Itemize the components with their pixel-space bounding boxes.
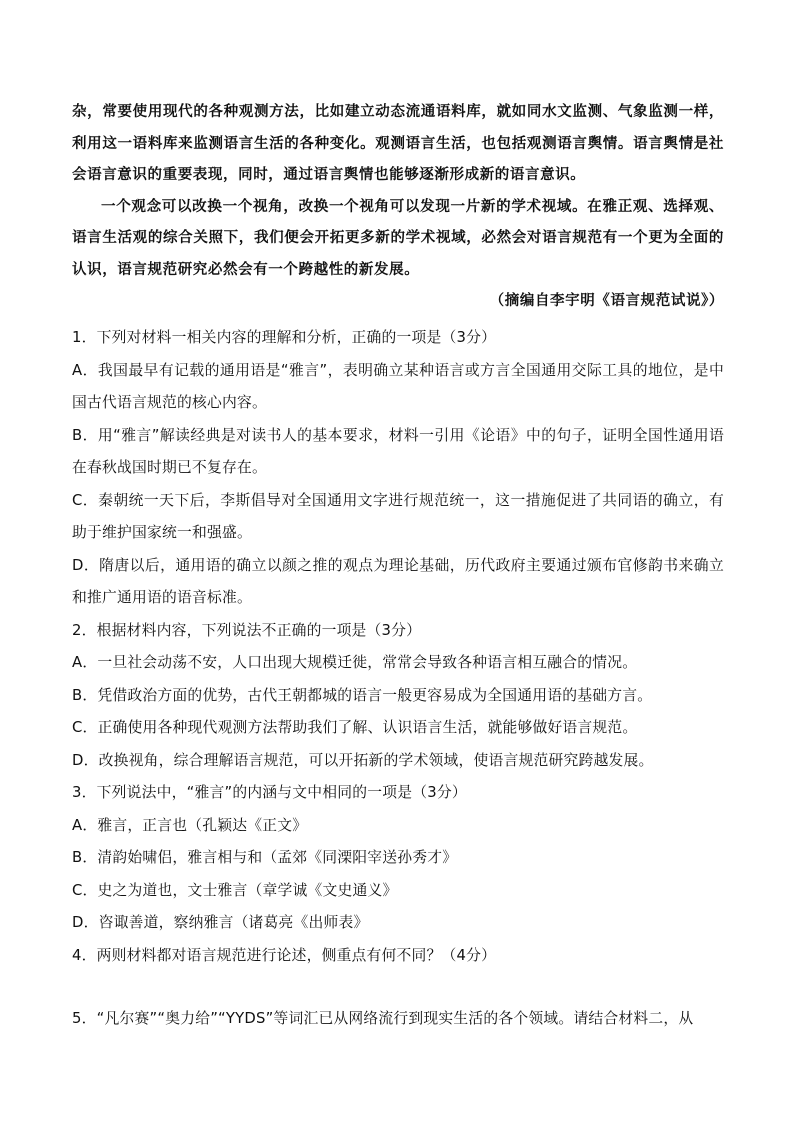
reading-passage <box>72 96 724 317</box>
question-2-option-c: C．正确使用各种现代观测方法帮助我们了解、认识语言生活，就能够做好语言规范。 <box>72 719 638 736</box>
question-2-stem: 2．根据材料内容，下列说法不正确的一项是（3分） <box>72 621 422 639</box>
question-3-stem: 3．下列说法中，“雅言”的内涵与文中相同的一项是（3分） <box>72 784 467 801</box>
question-2-option-b: B．凭借政治方面的优势，古代王朝都城的语言一般更容易成为全国通用语的基础方言。 <box>72 686 653 704</box>
question-1-option-c: C．秦朝统一天下后，李斯倡导对全国通用文字进行规范统一，这一措施促进了共同语的确立，有助于维护国家统一和强盛。 <box>72 491 724 541</box>
question-3-option-a: A．雅言，正言也（孔颖达《正文》 <box>72 816 308 834</box>
question-1-option-d: D．隋唐以后，通用语的确立以颜之推的观点为理论基础，历代政府主要通过颁布官修韵书来确立和推广通用语的语音标准。 <box>72 556 724 606</box>
answer-space <box>72 972 724 1003</box>
question-list <box>72 322 724 1036</box>
question-4-stem: 4．两则材料都对语言规范进行论述，侧重点有何不同？（4分） <box>72 946 497 964</box>
question-2-option-d: D．改换视角，综合理解语言规范，可以开拓新的学术领域，使语言规范研究跨越发展。 <box>72 751 654 769</box>
question-3-option-d: D．咨诹善道，察纳雅言（诸葛亮《出师表》 <box>72 914 369 931</box>
passage-paragraph-1: 杂，常要使用现代的各种观测方法，比如建立动态流通语料库，就如同水文监测、气象监测一样，利用这一语料库来监测语言生活的各种变化。观测语言生活，也包括观测语言舆情。语言舆情是社会语言意识的重要表现，同时，通过语言舆情也能够逐渐形成新的语言意识。 <box>72 103 724 183</box>
question-1-stem: 1．下列对材料一相关内容的理解和分析，正确的一项是（3分） <box>72 329 497 346</box>
question-5-stem: 5．“凡尔赛”“奥力给”“YYDS”等词汇已从网络流行到现实生活的各个领域。请结合材料二，从 <box>72 1010 694 1027</box>
passage-source: （摘编自李宇明《语言规范试说》） <box>489 292 724 309</box>
question-3-option-b: B．清韵始啸侣，雅言相与和（孟郊《同溧阳宰送孙秀才》 <box>72 849 458 866</box>
question-2-option-a: A．一旦社会动荡不安，人口出现大规模迁徙，常常会导致各种语言相互融合的情况。 <box>72 654 638 671</box>
question-1-option-a: A．我国最早有记载的通用语是“雅言”，表明确立某种语言或方言全国通用交际工具的地位，是中国古代语言规范的核心内容。 <box>72 361 724 411</box>
question-1-option-b: B．用“雅言”解读经典是对读书人的基本要求，材料一引用《论语》中的句子，证明全国性通用语在春秋战国时期已不复存在。 <box>72 426 724 476</box>
question-3-option-c: C．史之为道也，文士雅言（章学诚《文史通义》 <box>72 881 398 899</box>
passage-paragraph-2: 一个观念可以改换一个视角，改换一个视角可以发现一片新的学术视域。在雅正观、选择观、语言生活观的综合关照下，我们便会开拓更多新的学术视域，必然会对语言规范有一个更为全面的认识，语言规范研究必然会有一个跨越性的新发展。 <box>72 197 724 278</box>
